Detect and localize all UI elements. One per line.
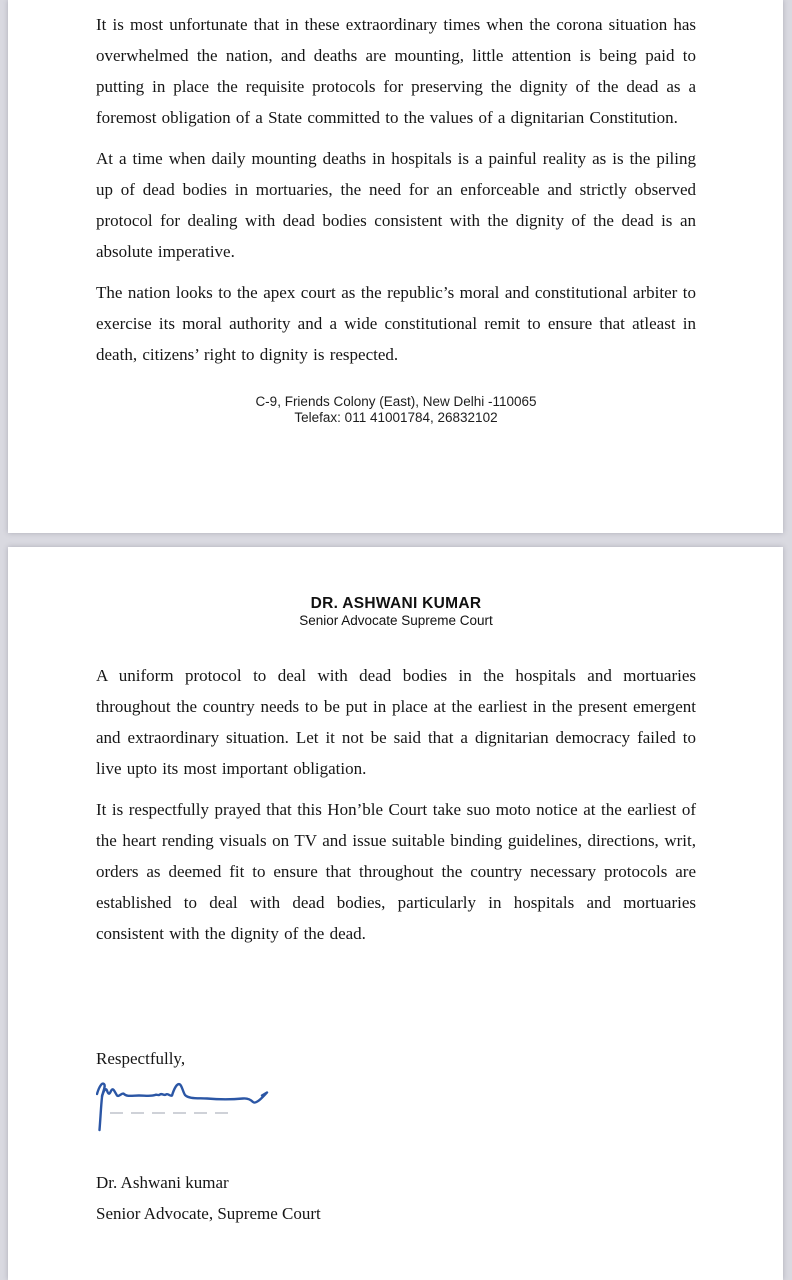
page-1-content	[8, 0, 783, 426]
handwritten-signature-icon	[96, 1080, 271, 1136]
page-2-content	[8, 547, 783, 1229]
letterhead	[96, 547, 696, 629]
paragraph-corona-situation: It is most unfortunate that in these extraordinary times when the corona situation has overwhelmed the nation, and deaths are mounting, little attention is being paid to putting in place the requisite protocols for preserving the dignity of the dead as a foremost obligation of a State committed to the values of a dignitarian Constitution.	[96, 15, 696, 127]
letterhead-name: DR. ASHWANI KUMAR	[310, 595, 482, 612]
page-1	[8, 0, 783, 533]
letterhead-footer	[96, 394, 696, 426]
signature-block	[96, 1080, 281, 1136]
footer-telefax-line: Telefax: 011 41001784, 26832102	[294, 410, 498, 425]
paragraph-mounting-deaths: At a time when daily mounting deaths in hospitals is a painful reality as is the piling up of dead bodies in mortuaries, the need for an enforceable and strictly observed protocol for dealing with dead bodies consistent with the dignity of the dead is an absolute imperative.	[96, 149, 696, 261]
paragraph-apex-court: The nation looks to the apex court as the republic’s moral and constitutional arbiter to exercise its moral authority and a wide constitutional remit to ensure that atleast in death, citizens’ right to dignity is respected.	[96, 283, 696, 364]
signatory-name: Dr. Ashwani kumar	[96, 1173, 229, 1192]
paragraph-prayer: It is respectfully prayed that this Hon’ble Court take suo moto notice at the earliest of the heart rending visuals on TV and issue suitable binding guidelines, directions, writ, orders as deemed fit to ensure that throughout the country necessary protocols are established to deal with dead bodies, particularly in hospitals and mortuaries consistent with the dignity of the dead.	[96, 800, 696, 943]
paragraph-uniform-protocol: A uniform protocol to deal with dead bodies in the hospitals and mortuaries throughout the country needs to be put in place at the earliest in the present emergent and extraordinary situation. Let it not be said that a dignitarian democracy failed to live upto its most important obligation.	[96, 666, 696, 778]
signatory-title: Senior Advocate, Supreme Court	[96, 1204, 321, 1223]
letterhead-title: Senior Advocate Supreme Court	[299, 613, 493, 628]
page-2	[8, 547, 783, 1280]
scan-artifact	[110, 1112, 236, 1114]
footer-address-line: C-9, Friends Colony (East), New Delhi -110065	[255, 394, 537, 409]
closing-salutation: Respectfully,	[96, 1049, 186, 1068]
